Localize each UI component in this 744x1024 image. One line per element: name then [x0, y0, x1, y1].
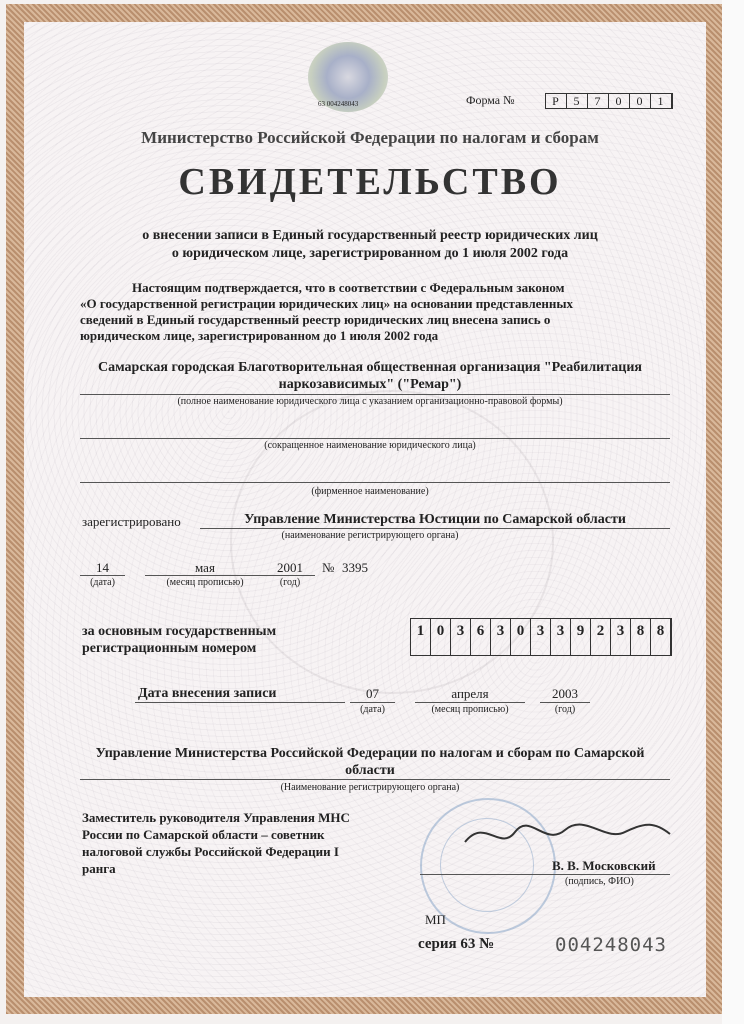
ogrn-digit: 2: [591, 619, 611, 655]
caption-month: (месяц прописью): [166, 577, 244, 588]
form-code-char: 7: [588, 94, 609, 108]
caption-short-name: (сокращенное наименование юридического лица): [264, 440, 476, 451]
hologram-number: 63 004248043: [318, 100, 359, 108]
tax-office-line1: Управление Министерства Российской Федерации по налогам и сборам по Самарской: [95, 746, 645, 761]
ogrn-digit: 3: [611, 619, 631, 655]
caption-year: (год): [279, 577, 301, 588]
reg-year-underline: [265, 575, 315, 576]
entry-year-underline: [540, 702, 590, 703]
reg-day: 14: [96, 560, 109, 575]
firm-name-underline: [80, 482, 670, 483]
official-title-line1: Заместитель руководителя Управления МНС: [82, 810, 350, 825]
reg-year: 2001: [277, 560, 303, 575]
ogrn-digit: 3: [451, 619, 471, 655]
org-name-line1: Самарская городская Благотворительная общественная организация "Реабилитация: [97, 360, 642, 375]
ogrn-label-line2: регистрационным номером: [82, 641, 257, 656]
form-code-char: Р: [546, 94, 567, 108]
tax-office-underline: [80, 779, 670, 780]
official-title-line2: России по Самарской области – советник: [82, 827, 325, 842]
signature: [455, 812, 685, 862]
reg-number: 3395: [342, 560, 368, 575]
registering-authority: Управление Министерства Юстиции по Самарской области: [244, 512, 626, 527]
caption-signature: (подпись, ФИО): [565, 876, 634, 887]
ogrn-label-line1: за основным государственным: [82, 624, 277, 639]
caption-entry-date: (дата): [360, 704, 385, 715]
stamp-place-label: МП: [425, 912, 446, 927]
short-name-underline: [80, 438, 670, 439]
ogrn-digit: 3: [551, 619, 571, 655]
serial-number: 004248043: [555, 934, 667, 956]
ogrn-digit: 9: [571, 619, 591, 655]
caption-entry-month: (месяц прописью): [431, 704, 509, 715]
body-line4: юридическом лице, зарегистрированном до 1 июля 2002 года: [80, 328, 439, 343]
registered-label: зарегистрировано: [82, 514, 181, 529]
caption-tax-organ: (Наименование регистрирующего органа): [280, 782, 460, 793]
form-code-char: 1: [651, 94, 672, 108]
scan-margin: [722, 0, 744, 1024]
body-line2: «О государственной регистрации юридических лиц» на основании представленных: [80, 296, 574, 311]
form-code-char: 5: [567, 94, 588, 108]
subtitle-line1: о внесении записи в Единый государственный реестр юридических лиц: [142, 228, 598, 243]
entry-month-underline: [415, 702, 525, 703]
entry-day-underline: [350, 702, 395, 703]
authority-underline: [200, 528, 670, 529]
reg-number-label: №: [322, 560, 335, 575]
subtitle-line2: о юридическом лице, зарегистрированном до 1 июля 2002 года: [171, 246, 569, 261]
caption-firm-name: (фирменное наименование): [311, 486, 429, 497]
official-title-line4: ранга: [82, 861, 116, 876]
tax-office-line2: области: [345, 763, 395, 778]
entry-date-label: Дата внесения записи: [138, 686, 277, 701]
ogrn-digit: 1: [411, 619, 431, 655]
body-line1: Настоящим подтверждается, что в соответствии с Федеральным законом: [132, 280, 565, 295]
ogrn-digit: 0: [511, 619, 531, 655]
official-title-line3: налоговой службы Российской Федерации I: [82, 844, 339, 859]
caption-full-name: (полное наименование юридического лица с указанием организационно-правовой формы): [177, 396, 563, 407]
caption-entry-year: (год): [554, 704, 576, 715]
signer-name: В. В. Московский: [552, 858, 656, 873]
form-code-char: 0: [630, 94, 651, 108]
ogrn-digit: 8: [651, 619, 671, 655]
form-label: Форма №: [466, 93, 515, 107]
reg-day-underline: [80, 575, 125, 576]
signature-underline: [420, 874, 670, 875]
org-name-underline: [80, 394, 670, 395]
form-code: [545, 93, 673, 109]
ogrn-digit: 8: [631, 619, 651, 655]
ogrn-boxes: [410, 618, 672, 656]
body-line3: сведений в Единый государственный реестр юридических лиц внесена запись о: [80, 312, 551, 327]
entry-year: 2003: [552, 686, 578, 701]
reg-month: мая: [195, 560, 215, 575]
org-name-line2: наркозависимых" ("Ремар"): [278, 377, 462, 392]
ogrn-digit: 3: [531, 619, 551, 655]
ministry-title: Министерство Российской Федерации по налогам и сборам: [141, 128, 599, 147]
entry-label-underline: [135, 702, 345, 703]
document-title: СВИДЕТЕЛЬСТВО: [178, 161, 562, 203]
caption-reg-organ: (наименование регистрирующего органа): [281, 530, 459, 541]
series-label: серия 63 №: [418, 936, 495, 952]
entry-month: апреля: [451, 686, 489, 701]
ogrn-digit: 3: [491, 619, 511, 655]
ogrn-digit: 0: [431, 619, 451, 655]
reg-month-underline: [145, 575, 265, 576]
entry-day: 07: [366, 686, 379, 701]
form-code-char: 0: [609, 94, 630, 108]
ogrn-digit: 6: [471, 619, 491, 655]
caption-date: (дата): [90, 577, 115, 588]
